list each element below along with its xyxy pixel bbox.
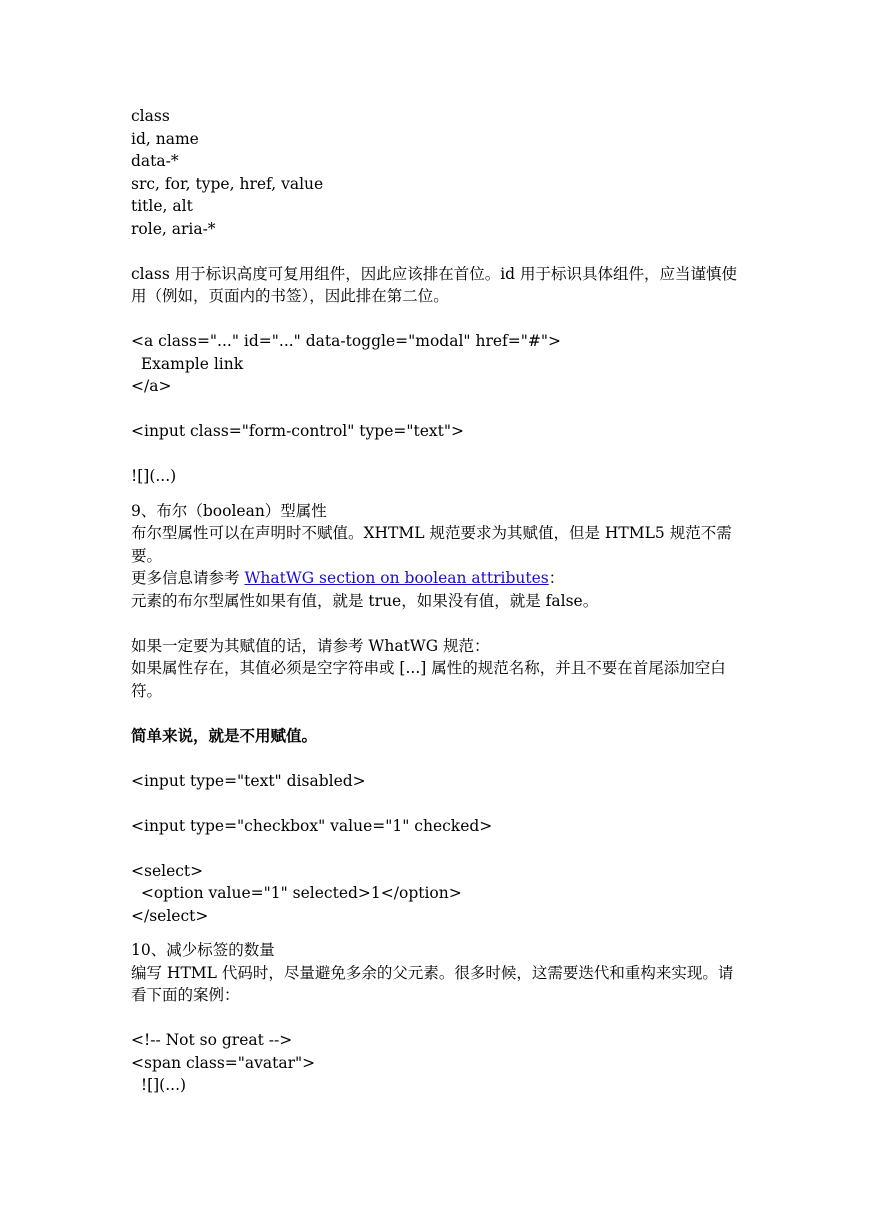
attr-order-item: role, aria-* (131, 219, 216, 238)
section-9-para-3: 如果一定要为其赋值的话，请参考 WhatWG 规范： (131, 636, 490, 655)
section-9-summary: 简单来说，就是不用赋值。 (131, 725, 318, 745)
image-placeholder: ![](...) (131, 467, 177, 485)
more-info-suffix: ： (548, 569, 565, 587)
code-line: <!-- Not so great --> (131, 1031, 293, 1049)
code-line: <span class="avatar"> (131, 1053, 316, 1072)
section-9-para-1: 布尔型属性可以在声明时不赋值。XHTML 规范要求为其赋值，但是 HTML5 规范不需要。 (131, 524, 732, 565)
more-info-line (131, 567, 741, 590)
attr-order-item: src, for, type, href, value (131, 174, 324, 193)
attr-order-item: data-* (131, 152, 179, 170)
more-info-prefix: 更多信息请参考 (131, 569, 245, 587)
section-10-para-1: 编写 HTML 代码时，尽量避免多余的父元素。很多时候，这需要迭代和重构来实现。请看下面的案例： (131, 963, 734, 1004)
attr-order-item: class (131, 107, 170, 125)
whatwg-boolean-link[interactable]: WhatWG section on boolean attributes (244, 569, 549, 587)
attr-order-note: class 用于标识高度可复用组件，因此应该排在首位。id 用于标识具体组件，应当谨慎使用（例如，页面内的书签），因此排在第二位。 (131, 264, 738, 305)
code-block-disabled: <input type="text" disabled> (131, 771, 366, 790)
document-body (131, 105, 741, 1097)
code-line: </a> (131, 377, 172, 395)
attr-order-item: title, alt (131, 197, 193, 215)
section-9-para-4: 如果属性存在，其值必须是空字符串或 [...] 属性的规范名称，并且不要在首尾添加空白符。 (131, 659, 726, 700)
code-block-avatar (131, 1029, 741, 1097)
code-block-checkbox: <input type="checkbox" value="1" checked> (131, 816, 493, 835)
attribute-order-list (131, 105, 741, 240)
attr-order-item: id, name (131, 129, 199, 148)
code-block-select (131, 860, 741, 928)
code-block-link (131, 330, 741, 398)
code-line: <a class="..." id="..." data-toggle="modal" href="#"> (131, 332, 561, 350)
code-line: ![](...) (131, 1076, 187, 1094)
code-line: </select> (131, 906, 209, 925)
code-line: <select> (131, 861, 204, 880)
code-block-input: <input class="form-control" type="text"> (131, 422, 464, 440)
section-9-heading: 9、布尔（boolean）型属性 (131, 501, 327, 520)
section-10-heading: 10、减少标签的数量 (131, 941, 275, 959)
code-line: Example link (131, 354, 244, 373)
code-line: <option value="1" selected>1</option> (131, 884, 462, 902)
section-9-para-2: 元素的布尔型属性如果有值，就是 true，如果没有值，就是 false。 (131, 591, 599, 610)
